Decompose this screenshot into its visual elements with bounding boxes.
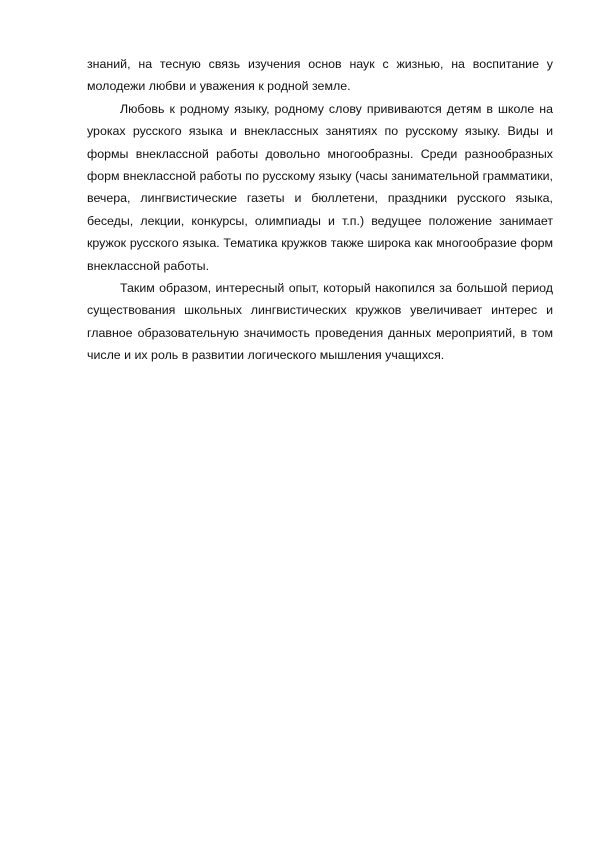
document-page [87, 53, 553, 367]
paragraph-2: Любовь к родному языку, родному слову прививаются детям в школе на уроках русского языка и внеклассных занятиях по русскому языку. Виды и формы внеклассной работы довольно многообразны. Среди разнообразных форм внеклассной работы по русскому языку (часы занимательной грамматики, вечера, лингвистические газеты и бюллетени, праздники русского языка, беседы, лекции, конкурсы, олимпиады и т.п.) ведущее положение занимает кружок русского языка. Тематика кружков также широка как многообразие форм внеклассной работы. [87, 101, 553, 273]
paragraph-1: знаний, на тесную связь изучения основ наук с жизнью, на воспитание у молодежи любви и уважения к родной земле. [87, 57, 553, 94]
paragraph-3: Таким образом, интересный опыт, который накопился за большой период существования школьных лингвистических кружков увеличивает интерес и главное образовательную значимость проведения данных мероприятий, в том числе и их роль в развитии логического мышления учащихся. [87, 281, 553, 363]
